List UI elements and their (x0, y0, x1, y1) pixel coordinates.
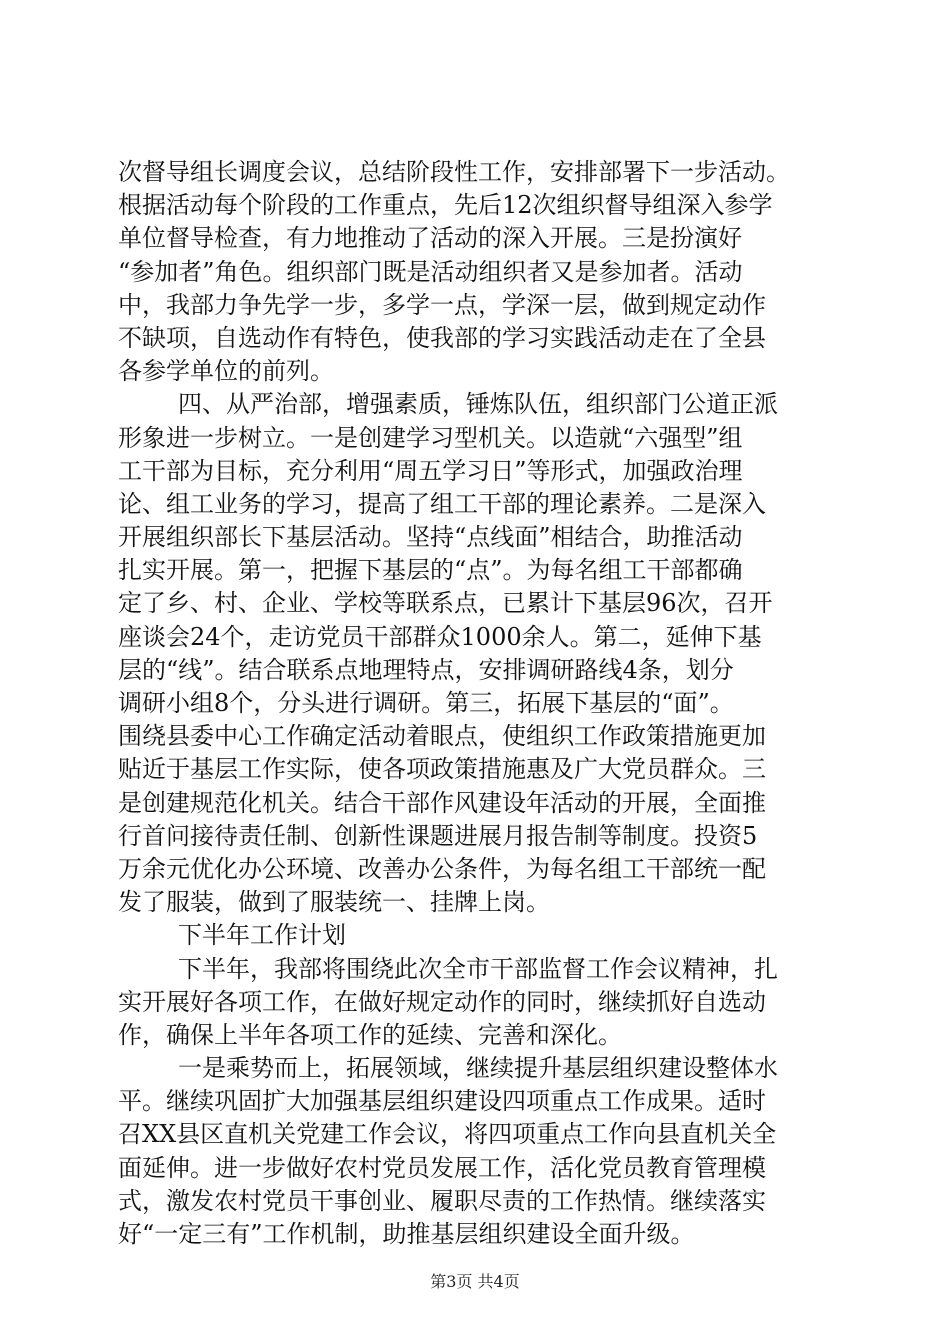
text-line: 作，确保上半年各项工作的延续、完善和深化。 (118, 1020, 622, 1049)
text-line: 行首问接待责任制、创新性课题进展月报告制等制度。投资5 (118, 821, 758, 850)
text-line: 万余元优化办公环境、改善办公条件，为每名组工干部统一配 (118, 854, 766, 883)
text-line: 定了乡、村、企业、学校等联系点，已累计下基层96次，召开 (118, 589, 773, 618)
text-line: 实开展好各项工作，在做好规定动作的同时，继续抓好自选动 (118, 987, 766, 1016)
text-line: 召XX县区直机关党建工作会议，将四项重点工作向县直机关全 (118, 1120, 777, 1149)
text-line: 各参学单位的前列。 (118, 357, 334, 386)
text-line: 论、组工业务的学习，提高了组工干部的理论素养。二是深入 (118, 489, 766, 518)
text-line: 围绕县委中心工作确定活动着眼点，使组织工作政策措施更加 (118, 722, 766, 751)
text-line: 工干部为目标，充分利用“周五学习日”等形式，加强政治理 (118, 456, 743, 485)
text-line: 一是乘势而上，拓展领域，继续提升基层组织建设整体水 (178, 1054, 778, 1083)
text-line: “参加者”角色。组织部门既是活动组织者又是参加者。活动 (118, 257, 743, 286)
text-line: 平。继续巩固扩大加强基层组织建设四项重点工作成果。适时 (118, 1087, 766, 1116)
text-line: 贴近于基层工作实际，使各项政策措施惠及广大党员群众。三 (118, 755, 766, 784)
text-line: 层的“线”。结合联系点地理特点，安排调研路线4条，划分 (118, 655, 734, 684)
text-line: 是创建规范化机关。结合干部作风建设年活动的开展，全面推 (118, 788, 766, 817)
text-line: 四、从严治部，增强素质，锤炼队伍，组织部门公道正派 (178, 390, 778, 419)
text-line: 扎实开展。第一，把握下基层的“点”。为每名组工干部都确 (118, 556, 743, 585)
text-line: 式，激发农村党员干事创业、履职尽责的工作热情。继续落实 (118, 1186, 766, 1215)
text-line: 形象进一步树立。一是创建学习型机关。以造就“六强型”组 (118, 423, 743, 452)
text-line: 开展组织部长下基层活动。坚持“点线面”相结合，助推活动 (118, 523, 743, 552)
page-footer: 第3页 共4页 (430, 1272, 520, 1291)
text-line: 座谈会24个，走访党员干部群众1000余人。第二，延伸下基 (118, 622, 762, 651)
text-line: 调研小组8个，分头进行调研。第三，拓展下基层的“面”。 (118, 689, 734, 717)
text-line: 单位督导检查，有力地推动了活动的深入开展。三是扮演好 (118, 224, 742, 253)
document-body (118, 156, 838, 1251)
text-line: 好“一定三有”工作机制，助推基层组织建设全面升级。 (118, 1220, 695, 1248)
text-line: 下半年工作计划 (178, 921, 346, 950)
text-line: 面延伸。进一步做好农村党员发展工作，活化党员教育管理模 (118, 1153, 766, 1182)
text-line: 中，我部力争先学一步，多学一点，学深一层，做到规定动作 (118, 290, 766, 319)
text-line: 次督导组长调度会议，总结阶段性工作，安排部署下一步活动。 (118, 158, 790, 186)
text-line: 不缺项，自选动作有特色，使我部的学习实践活动走在了全县 (118, 323, 766, 352)
text-line: 下半年，我部将围绕此次全市干部监督工作会议精神，扎 (178, 954, 778, 983)
text-line: 根据活动每个阶段的工作重点，先后12次组织督导组深入参学 (118, 191, 773, 220)
text-line: 发了服装，做到了服装统一、挂牌上岗。 (118, 888, 550, 917)
